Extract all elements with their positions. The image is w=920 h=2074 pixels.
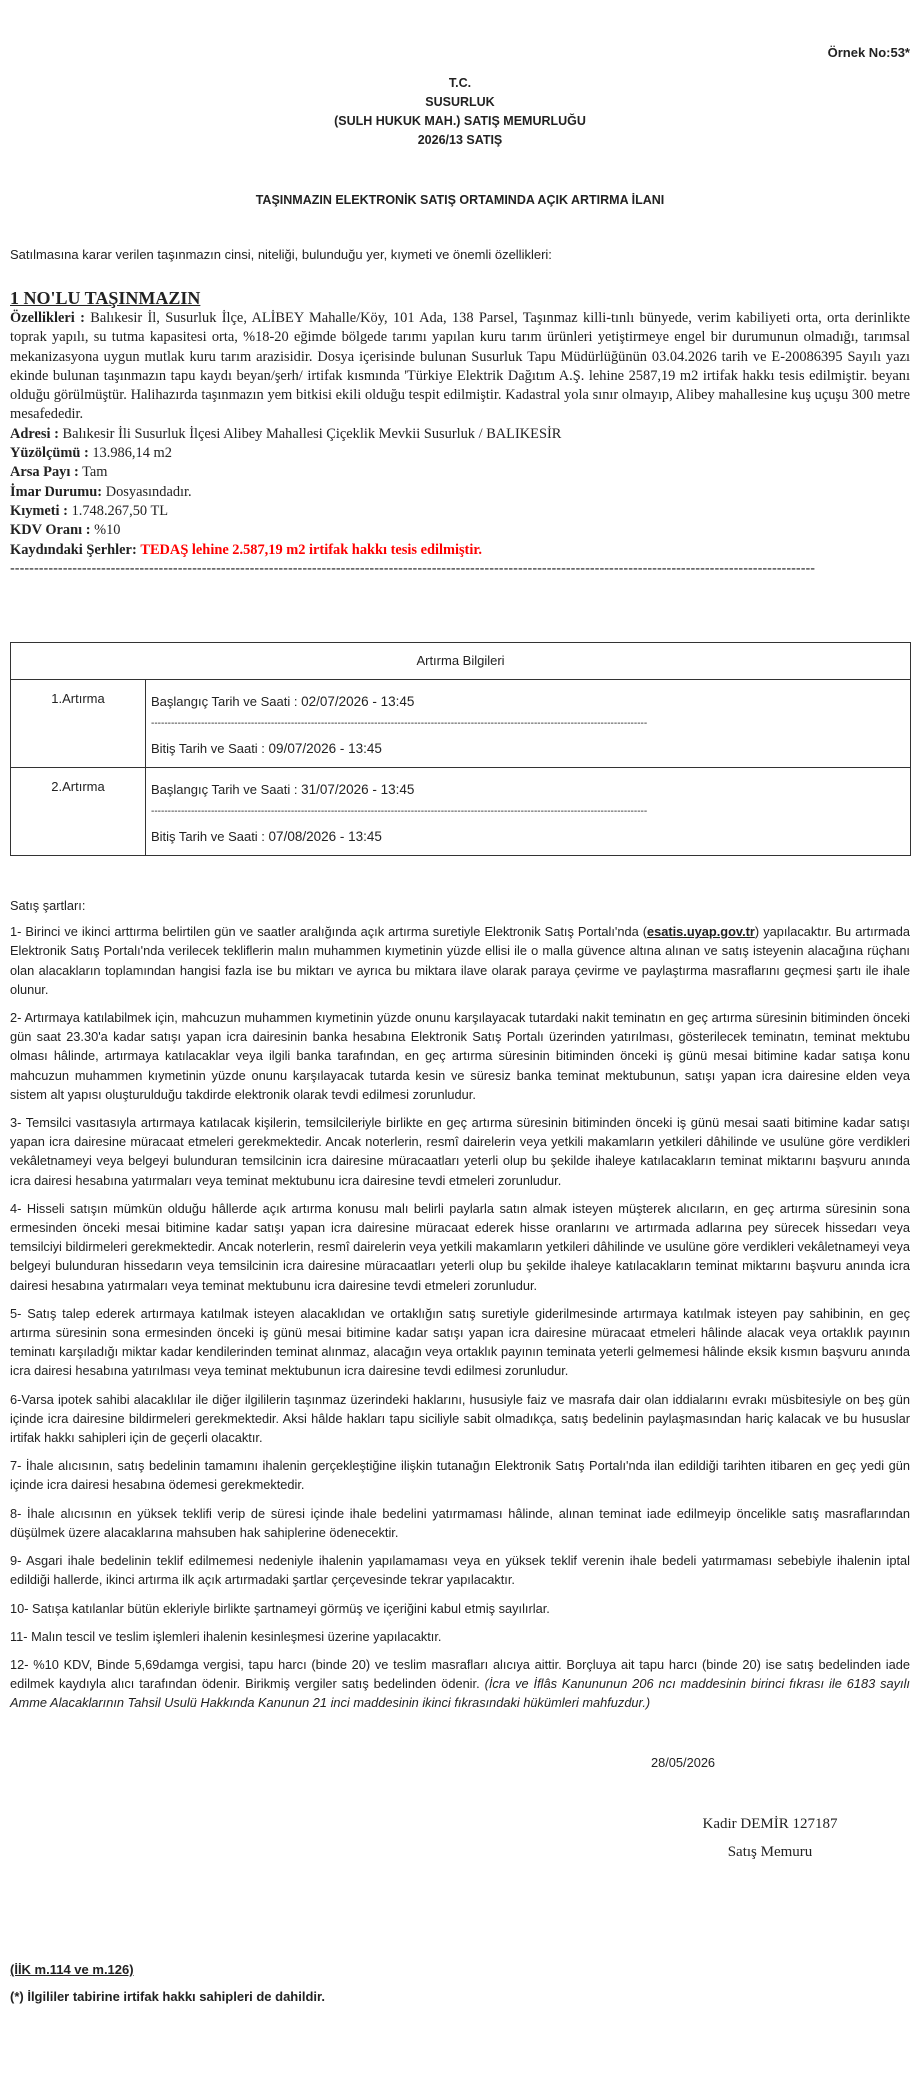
terms-heading: Satış şartları:: [10, 898, 86, 913]
term-2: 2- Artırmaya katılabilmek için, mahcuzun muhammen kıymetinin yüzde onunu karşılayacak tutardaki nakit teminatın en geç artırma süresinin bitiminden önceki gün saat 23.30'a kadar satışı yapan icra dairesinin banka hesabına Elektronik Satış Portalı üzerinden yatırılması, gösterilecek teminatın, teminat mektubu olması hâlinde, artırmaya katılacaklar veya ilgili banka tarafından, en geç artırma süresinin bitiminden önceki iş günü mesai bitimine kadar satışa konu mahcuzun muhammen kıymetinin yüzde onunu karşılayacak tutarda kesin ve süresiz banka teminat mektubunun, satışı yapan icra dairesine elden veya sistem alt yapısı oluşturulduğu takdirde elektronik olarak tevdi edilmesi zorunludur.: [10, 1010, 910, 1102]
vat-value: %10: [94, 522, 121, 539]
start-value: 31/07/2026 - 13:45: [301, 782, 415, 797]
auction-date-separator: -----------------------------------------------------------------------------------------------------------------------------------------------------: [151, 806, 648, 817]
term-12: [10, 1655, 910, 1713]
start-value: 02/07/2026 - 13:45: [301, 694, 415, 709]
document-header: [10, 74, 910, 150]
term-1-text-a: 1- Birinci ve ikinci arttırma belirtilen gün ve saatler aralığında açık artırma suretiyle Elektronik Satış Portalı'nda (: [10, 924, 647, 940]
property-zoning: [10, 483, 910, 502]
start-label: Başlangıç Tarih ve Saati :: [151, 782, 298, 797]
term-12-text: 12- %10 KDV, Binde 5,69damga vergisi, tapu harcı (binde 20) ve teslim masrafları alıcıya aittir. Borçluya ait tapu harcı (binde 20) ise satış bedelinden iade edilmek kaydıyla alıcı tarafından ödenir. Birikmiş vergiler satış bedelinden ödenir.: [10, 1656, 910, 1692]
property-share: [10, 463, 910, 482]
address-value: Balıkesir İli Susurluk İlçesi Alibey Mahallesi Çiçeklik Mevkii Susurluk / BALIKESİR: [62, 425, 562, 442]
header-line-tc: T.C.: [448, 76, 472, 90]
term-5: 5- Satış talep ederek artırmaya katılmak isteyen alacaklıdan ve ortaklığın satış suretiyle giderilmesinde artırmaya katılmak isteyen pay sahibinin, en geç artırma süresinin sona ermesinden önceki iş günü mesai bitimine kadar satışı yapan icra dairesine müracaat etmeleri hâlinde alacak veya ortaklık payının teminatı karşıladığı miktar kadar kendilerinden teminat alınmaz, alacağın veya ortaklık payının teminata yeterli gelmemesi hâlinde eksik kısmın başvuru anında icra dairesi hesabına yatırılması veya teminat mektubunun icra dairesine tevdi edilmesi zorunludur.: [10, 1305, 910, 1379]
term-6: 6-Varsa ipotek sahibi alacaklılar ile diğer ilgililerin taşınmaz üzerindeki haklarını, hususiyle faiz ve masrafa dair olan iddialarını evrakı müsbitesiyle on beş gün içinde icra dairesine bildirmeleri gerekmektedir. Aksi hâlde hakları tapu siciliyle sabit olmadıkça, satış bedelinin paylaşmasından hariç kalacak ve bu hususlar irtifak hakkı sahipleri için de geçerli olacaktır.: [10, 1391, 910, 1446]
value-amount: 1.748.267,50 TL: [71, 502, 169, 519]
auction-table-header: Artırma Bilgileri: [11, 643, 911, 680]
term-10: 10- Satışa katılanlar bütün ekleriyle birlikte şartnameyi görmüş ve içeriğini kabul etmiş sayılırlar.: [10, 1600, 550, 1616]
term-3: 3- Temsilci vasıtasıyla artırmaya katılacak kişilerin, temsilcileriyle birlikte en geç artırma süresinin bitiminden önceki iş günü mesai saati bitimine kadar satışı yapan icra dairesine müracaat etmeleri gerekmektedir. Ancak noterlerin, resmî dairelerin veya yetkili makamların yetkileri dâhilinde ve usulüne göre verdikleri vekâletnameyi veya belgeyi bulunduran temsilcinin icra dairesine müracaatları yeterli olup bu şekilde ihaleye katılacakların teminat miktarını başvuru anında icra dairesi hesabına yatırmaları veya teminat mektubunu icra dairesine tevdi etmeleri zorunludur.: [10, 1115, 910, 1188]
auction-row: [11, 680, 911, 768]
sale-terms: [10, 896, 910, 1722]
property-address: [10, 425, 910, 444]
signature-block: [690, 1810, 850, 1866]
property-title: 1 NO'LU TAŞINMAZIN: [10, 288, 201, 308]
property-separator: ------------------------------------------------------------------------------------------------------------------------------------------------------------------------: [10, 560, 816, 577]
auction-name: 2.Artırma: [11, 768, 146, 856]
area-value: 13.986,14 m2: [92, 445, 172, 462]
start-label: Başlangıç Tarih ve Saati :: [151, 694, 298, 709]
intro-text: Satılmasına karar verilen taşınmazın cinsi, niteliği, bulunduğu yer, kıymeti ve önemli özellikleri:: [10, 247, 552, 262]
area-label: Yüzölçümü :: [10, 445, 89, 462]
term-1-text-b: ) yapılacaktır. Bu artırmada Elektronik Satış Portalı'nda verilecek tekliflerin malın muhammen kıymetinin yüzde ellisi ile o malla güvence altına alınan ve satış isteyenin alacağına rüçhanı olan alacakların toplamından hangisi fazla ise bu miktarı ve ayrıca bu miktara ilave olarak paraya çevirme ve paylaştırma masraflarını geçmesi şartı ile ihale olunur.: [10, 924, 910, 997]
property-value: [10, 502, 910, 521]
auction-end: [151, 827, 906, 847]
term-8: 8- İhale alıcısının en yüksek teklifi verip de süresi içinde ihale bedelini yatırmaması hâlinde, alınan teminat iade edilmeyip öncelikle satış masraflarından düşülmek üzere alacaklarına mahsuben hak sahiplerine ödenecektir.: [10, 1505, 910, 1540]
term-9: 9- Asgari ihale bedelinin teklif edilmemesi nedeniyle ihalenin yapılamaması veya en yüksek teklif verenin ihale bedeli yatırmaması sebebiyle ihalenin iptal edildiği hallerde, ikinci artırma ilk açık artırmadaki şartlar çerçevesinde tekrar yapılacaktır.: [10, 1553, 910, 1588]
property-features: [10, 309, 910, 425]
share-value: Tam: [82, 464, 108, 481]
signer-name: Kadir DEMİR 127187: [702, 1816, 838, 1832]
property-vat: [10, 521, 910, 540]
end-label: Bitiş Tarih ve Saati :: [151, 829, 265, 844]
auction-dates: [146, 768, 911, 856]
auction-start: [151, 780, 906, 800]
ornek-number: Örnek No:53*: [827, 45, 910, 60]
header-line-court: (SULH HUKUK MAH.) SATIŞ MEMURLUĞU: [334, 114, 586, 128]
auction-table: [10, 642, 911, 856]
auction-start: [151, 692, 906, 712]
share-label: Arsa Payı :: [10, 464, 79, 481]
auction-end: [151, 739, 906, 759]
auction-name: 1.Artırma: [11, 680, 146, 768]
property-annotations: [10, 541, 910, 560]
property-section: [10, 287, 910, 579]
term-1: [10, 922, 910, 999]
term-7: 7- İhale alıcısının, satış bedelinin tamamını ihalenin gerçekleştiğine ilişkin tutanağın Elektronik Satış Portalı'nda ilan edildiği tarihten itibaren en geç yedi gün içinde icra dairesi hesabına ödemesi gerekmektedir.: [10, 1458, 910, 1493]
annotations-value: TEDAŞ lehine 2.587,19 m2 irtifak hakkı tesis edilmiştir.: [140, 541, 483, 558]
zoning-label: İmar Durumu:: [10, 483, 103, 500]
document-date: 28/05/2026: [651, 1755, 716, 1770]
end-value: 07/08/2026 - 13:45: [268, 829, 382, 844]
signer-title: Satış Memuru: [727, 1844, 813, 1860]
zoning-value: Dosyasındadır.: [105, 483, 192, 500]
term-12-legal-note: (İcra ve İflâs Kanununun 206 ncı maddesinin birinci fıkrası ile 6183 sayılı Amme Alacaklarının Tahsil Usulü Hakkında Kanunun 21 inci maddesinin ikinci fıkrasındaki hükümleri mahfuzdur.): [10, 1676, 910, 1711]
footnote: (*) İlgililer tabirine irtifak hakkı sahipleri de dahildir.: [10, 1989, 325, 2004]
value-label: Kıymeti :: [10, 502, 68, 519]
address-label: Adresi :: [10, 425, 59, 442]
document-title: TAŞINMAZIN ELEKTRONİK SATIŞ ORTAMINDA AÇIK ARTIRMA İLANI: [255, 193, 665, 207]
property-area: [10, 444, 910, 463]
end-value: 09/07/2026 - 13:45: [268, 741, 382, 756]
law-reference: (İİK m.114 ve m.126): [10, 1962, 134, 1977]
auction-date-separator: -----------------------------------------------------------------------------------------------------------------------------------------------------: [151, 718, 648, 729]
header-line-office: SUSURLUK: [425, 95, 495, 109]
annotations-label: Kaydındaki Şerhler:: [10, 541, 137, 558]
auction-row: [11, 768, 911, 856]
term-4: 4- Hisseli satışın mümkün olduğu hâllerde açık artırma konusu malı belirli paylarla satın almak isteyen müşterek alıcıların, en geç artırma süresinin sona ermesinden önceki mesai bitimine kadar satışı yapan icra dairesine müracaat ederek hisse oranlarını ve artırmada adlarına pey sürecek hissedarı veya temsilciyi bildirmeleri gerekmektedir. Ancak noterlerin, resmî dairelerin veya yetkili makamların yetkileri dâhilinde ve usulüne göre verdikleri vekâletnameyi veya belgeyi bulunduran hissedarın veya temsilcinin icra dairesine müracaatları yeterli olup bu şekilde ihaleye katılacakların teminat miktarını başvuru anında icra dairesi hesabına yatırmaları veya teminat mektubunu icra dairesine tevdi etmeleri zorunludur.: [10, 1200, 910, 1293]
term-11: 11- Malın tescil ve teslim işlemleri ihalenin kesinleşmesi üzerine yapılacaktır.: [10, 1628, 442, 1644]
header-line-file: 2026/13 SATIŞ: [417, 133, 503, 147]
esatis-link[interactable]: esatis.uyap.gov.tr: [647, 924, 755, 940]
end-label: Bitiş Tarih ve Saati :: [151, 741, 265, 756]
auction-dates: [146, 680, 911, 768]
vat-label: KDV Oranı :: [10, 522, 91, 539]
features-text: Balıkesir İl, Susurluk İlçe, ALİBEY Mahalle/Köy, 101 Ada, 138 Parsel, Taşınmaz killi-tınlı bünyede, verim kabiliyeti orta, orta derinlikte toprak yapılı, su tutma kapasitesi orta, %18-20 eğimde bölgede tarımı yapılan kuru tarım ürünleri yetiştirmeye engel bir durumunun olmadığı, tarımsal mekanizasyona uygun mutlak kuru tarım arazisidir. Dosya içerisinde bulunan Susurluk Tapu Müdürlüğünün 03.04.2026 tarih ve E-20086395 Sayılı yazı ekinde bulunan taşınmazın tapu kaydı beyan/şerh/ irtifak kısmında 'Türkiye Elektrik Dağıtım A.Ş. lehine 2587,19 m2 irtifak hakkı tesis edilmiştir. beyanı olduğu görülmüştür. Halihazırda taşınmazın yem bitkisi ekili olduğu tespit edilmiştir. Kadastral yola sınır olmayıp, Alibey mahallesine kuş uçuşu 300 metre mesafededir.: [10, 310, 910, 423]
features-label: Özellikleri :: [10, 310, 85, 326]
